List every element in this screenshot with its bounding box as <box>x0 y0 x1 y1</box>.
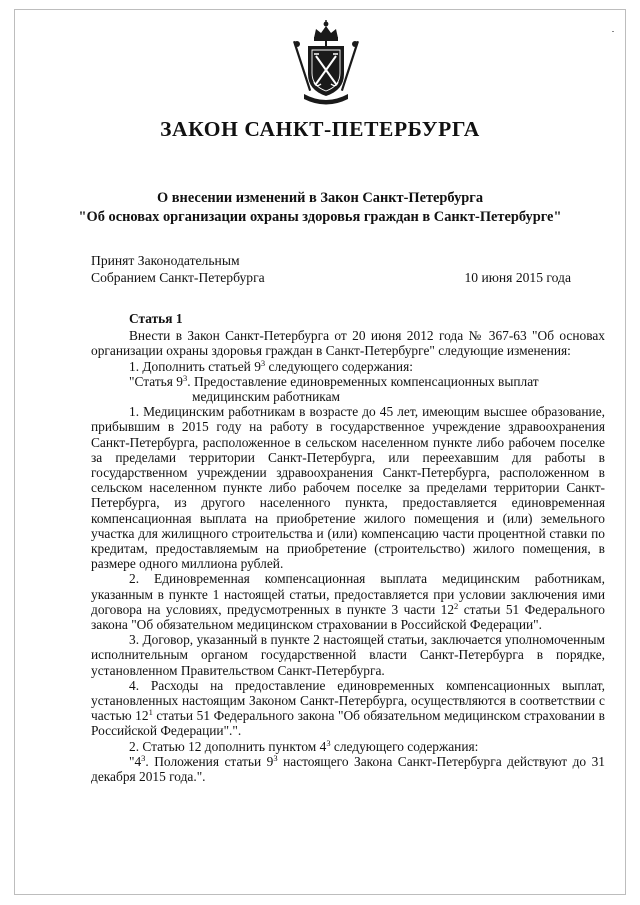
paragraph-5: "$4^3$. Положения статьи $9^3$ настоящего Закона Санкт-Петербурга действуют до 31 декабря 2015 года.". <box>91 752 605 785</box>
subject-line-1: О внесении изменений в Закон Санкт-Петербурга <box>156 190 484 206</box>
subject-line-2: "Об основах организации охраны здоровья граждан в Санкт-Петербурге" <box>78 209 562 225</box>
article-body <box>91 311 605 784</box>
adoption-date: 10 июня 2015 года <box>464 270 571 285</box>
paragraph-2: 2. Единовременная компенсационная выплата медицинским работникам, указанным в пункте 1 настоящей статьи, предоставляется при условии заключения ими договора на условиях, предусмотренных в пункте 3 части $12^2$ статьи 51 Федерального закона "Об обязательном медицинском страховании в Российской Федерации". <box>91 571 605 633</box>
law-subject <box>15 189 625 227</box>
amendment-item-2: 2. Статью 12 дополнить пунктом $4^3$ следующего содержания: <box>129 737 479 754</box>
adoption-line-1: Принят Законодательным <box>91 253 240 268</box>
adoption-line-2: Собранием Санкт-Петербурга <box>91 270 265 285</box>
adoption-note <box>91 252 265 286</box>
amendment-item-1: 1. Дополнить статьей $9^3$ следующего содержания: <box>129 357 413 374</box>
article-heading: Статья 1 <box>129 311 183 326</box>
new-article-title: "Статья $9^3$. Предоставление единовременных компенсационных выплат <box>129 372 539 389</box>
coat-of-arms-icon <box>292 20 360 106</box>
new-article-title-cont: медицинским работникам <box>192 389 341 405</box>
scan-mark <box>612 31 614 32</box>
paragraph-3: 3. Договор, указанный в пункте 2 настоящей статьи, заключается уполномоченным исполнительным органом государственной власти Санкт-Петербурга в порядке, установленном Правительством Санкт-Петербурга. <box>91 632 605 678</box>
document-page <box>14 9 626 895</box>
paragraph-4: 4. Расходы на предоставление единовременных компенсационных выплат, установленных настоящим Законом Санкт-Петербурга, осуществляются в соответствии с частью $12^1$ статьи 51 Федерального закона "Об обязательном медицинском страховании в Российской Федерации".". <box>91 677 605 739</box>
law-title: ЗАКОН САНКТ-ПЕТЕРБУРГА <box>160 117 480 141</box>
article-intro: Внести в Закон Санкт-Петербурга от 20 июня 2012 года № 367-63 "Об основах организации охраны здоровья граждан в Санкт-Петербурге" следующие изменения: <box>91 328 605 359</box>
paragraph-1: 1. Медицинским работникам в возрасте до 45 лет, имеющим высшее образование, прибывшим в 2015 году на работу в государственное учреждение здравоохранения Санкт-Петербурга, расположенное в сельском населенном пункте либо рабочем поселке за пределами территории Санкт-Петербурга, или переехавшим для работы в государственном учреждении здравоохранения Санкт-Петербурга, расположенном в сельском населенном пункте либо рабочем поселке за пределами территории Санкт-Петербурга, из другого населенного пункта, предоставляется единовременная компенсационная выплата на приобретение жилого помещения и (или) земельного участка для жилищного строительства и (или) компенсацию части процентной ставки по кредитам, предоставляемым на приобретение (строительство) жилого помещения, в размере одного миллиона рублей. <box>91 404 605 572</box>
